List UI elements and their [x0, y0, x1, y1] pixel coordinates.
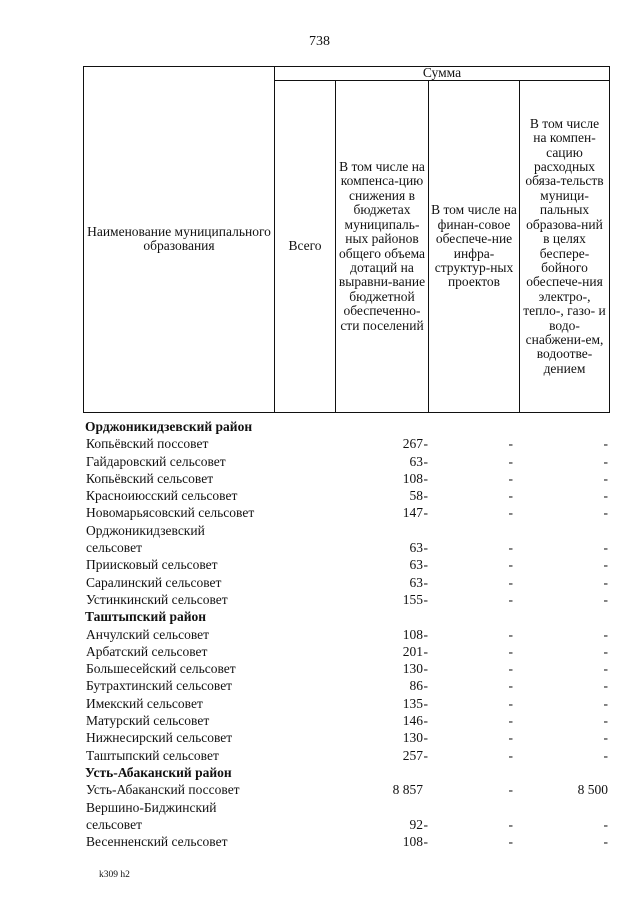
col2-value: -	[508, 782, 513, 798]
table-row	[83, 556, 623, 573]
col2-value: -	[508, 488, 513, 504]
col1-value: -	[423, 713, 428, 729]
col3-value: -	[603, 834, 608, 850]
col1-value: -	[423, 540, 428, 556]
district-name: Орджоникидзевский район	[85, 419, 253, 434]
col1-value: -	[423, 470, 428, 486]
col3-value: -	[603, 557, 608, 573]
column-header-col1: В том числе на компенса-цию снижения в бюджетах муниципаль-ных районов общего объема дотаций на выравни-вание бюджетной обеспеченно-сти поселений	[338, 159, 426, 333]
municipality-name: Орджоникидзевский	[86, 522, 205, 538]
total-value: 92	[409, 816, 423, 832]
total-value: 155	[402, 591, 423, 607]
table-row	[83, 660, 623, 677]
col1-value: -	[423, 816, 428, 832]
total-value: 63	[409, 557, 423, 573]
col3-value: -	[603, 488, 608, 504]
total-value: 147	[402, 505, 423, 521]
col3-value: -	[603, 747, 608, 763]
col2-value: -	[508, 453, 513, 469]
municipality-name: Саралинский сельсовет	[86, 574, 222, 590]
municipality-name: Таштыпский сельсовет	[86, 747, 219, 763]
municipality-name: Нижнесирский сельсовет	[86, 730, 233, 746]
col3-value: -	[603, 453, 608, 469]
col1-value: -	[423, 505, 428, 521]
col3-value: -	[603, 574, 608, 590]
column-header-col3: В том числе на компен-сацию расходных обяза-тельств муници-пальных образова-ний в целях беспере-бойного обеспече-ния электро-, тепло-, газо- и водо-снабжени-ем, водоотве-дением	[523, 115, 606, 376]
footer-code: k309 h2	[99, 870, 130, 880]
col2-value: -	[508, 470, 513, 486]
col2-value: -	[508, 557, 513, 573]
col1-value: -	[423, 678, 428, 694]
col2-value: -	[508, 540, 513, 556]
col1-value: -	[423, 695, 428, 711]
col3-value: -	[603, 661, 608, 677]
col1-value: -	[423, 591, 428, 607]
table-row	[83, 574, 623, 591]
municipality-name: Имекский сельсовет	[86, 695, 203, 711]
municipality-name: Красноиюсский сельсовет	[86, 488, 238, 504]
municipality-name: Арбатский сельсовет	[86, 643, 208, 659]
table-row	[83, 435, 623, 452]
municipality-name: Весенненский сельсовет	[86, 834, 228, 850]
table-row	[83, 591, 623, 608]
table-row	[83, 833, 623, 850]
municipality-name: Приисковый сельсовет	[86, 557, 218, 573]
page-number: 738	[309, 34, 330, 49]
col2-value: -	[508, 574, 513, 590]
municipality-name: Бутрахтинский сельсовет	[86, 678, 233, 694]
col1-value: -	[423, 834, 428, 850]
col2-value: -	[508, 747, 513, 763]
total-value: 130	[402, 661, 423, 677]
district-heading-row	[83, 608, 623, 625]
total-value: 108	[402, 470, 423, 486]
table-row	[83, 781, 623, 798]
column-header-col2: В том числе на финан-совое обеспече-ние инфра-структур-ных проектов	[431, 202, 517, 290]
table-row	[83, 522, 623, 539]
col2-value: -	[508, 626, 513, 642]
table-row	[83, 643, 623, 660]
col2-value: -	[508, 591, 513, 607]
col3-value: -	[603, 695, 608, 711]
col3-value: -	[603, 540, 608, 556]
col1-value: -	[423, 643, 428, 659]
col2-value: -	[508, 695, 513, 711]
district-heading-row	[83, 418, 623, 435]
col3-value: -	[603, 678, 608, 694]
municipality-name: Гайдаровский сельсовет	[86, 453, 226, 469]
total-value: 63	[409, 574, 423, 590]
col3-value: -	[603, 730, 608, 746]
table-row	[83, 729, 623, 746]
total-value: 58	[409, 488, 423, 504]
col1-value: -	[423, 436, 428, 452]
municipality-name: Матурский сельсовет	[86, 713, 210, 729]
district-name: Таштыпский район	[85, 609, 207, 625]
col1-value: -	[423, 747, 428, 763]
col2-value: -	[508, 505, 513, 521]
col2-value: -	[508, 643, 513, 659]
col3-value: -	[603, 505, 608, 521]
col3-value: -	[603, 643, 608, 659]
municipality-name: Большесейский сельсовет	[86, 661, 236, 677]
table-row	[83, 453, 623, 470]
table-row	[83, 677, 623, 694]
col1-value: -	[423, 453, 428, 469]
municipality-name: Усть-Абаканский поссовет	[86, 782, 240, 798]
col2-value: -	[508, 713, 513, 729]
col3-value: -	[603, 591, 608, 607]
district-name: Усть-Абаканский район	[85, 764, 232, 780]
municipality-name: Новомарьясовский сельсовет	[86, 505, 255, 521]
col2-value: -	[508, 816, 513, 832]
table-row	[83, 712, 623, 729]
table-row	[83, 539, 623, 556]
col1-value: -	[423, 574, 428, 590]
table-row	[83, 747, 623, 764]
municipality-name: Копьёвский поссовет	[86, 436, 209, 452]
col1-value: -	[423, 661, 428, 677]
col2-value: -	[508, 661, 513, 677]
col3-value: -	[603, 713, 608, 729]
col2-value: -	[508, 678, 513, 694]
col2-value: -	[508, 834, 513, 850]
total-value: 130	[402, 730, 423, 746]
municipality-name: Вершино-Биджинский	[86, 799, 217, 815]
col1-value: -	[423, 730, 428, 746]
total-value: 63	[409, 540, 423, 556]
table-row	[83, 626, 623, 643]
municipality-name: Устинкинский сельсовет	[86, 591, 228, 607]
total-value: 267	[402, 436, 423, 452]
total-value: 86	[409, 678, 423, 694]
col3-value: -	[603, 470, 608, 486]
col3-value: -	[603, 816, 608, 832]
table-header	[83, 66, 610, 413]
col1-value: -	[423, 488, 428, 504]
column-group-sum: Сумма	[422, 64, 462, 80]
col3-value: -	[603, 626, 608, 642]
col3-value: -	[603, 436, 608, 452]
municipality-name: Анчулский сельсовет	[86, 626, 210, 642]
district-heading-row	[83, 764, 623, 781]
column-header-name: Наименование муниципального образования	[87, 223, 271, 253]
table-row	[83, 470, 623, 487]
header-right-rule	[609, 66, 610, 413]
table-row	[83, 799, 623, 816]
table-row	[83, 695, 623, 712]
total-value: 257	[402, 747, 423, 763]
col2-value: -	[508, 436, 513, 452]
municipality-name: сельсовет	[86, 816, 142, 832]
municipality-name: Копьёвский сельсовет	[86, 470, 214, 486]
column-header-total: Всего	[288, 238, 322, 254]
header-bottom-rule	[83, 412, 610, 413]
total-value: 201	[402, 643, 423, 659]
municipality-name: сельсовет	[86, 540, 142, 556]
total-value: 135	[402, 695, 423, 711]
table-row	[83, 504, 623, 521]
col2-value: -	[508, 730, 513, 746]
total-value: 63	[409, 453, 423, 469]
total-value: 8 857	[392, 782, 423, 798]
total-value: 108	[402, 834, 423, 850]
col3-value: 8 500	[577, 782, 608, 798]
table-row	[83, 816, 623, 833]
col1-value: -	[423, 626, 428, 642]
total-value: 146	[402, 713, 423, 729]
table-row	[83, 487, 623, 504]
col1-value: -	[423, 557, 428, 573]
total-value: 108	[402, 626, 423, 642]
table-body	[83, 418, 623, 850]
